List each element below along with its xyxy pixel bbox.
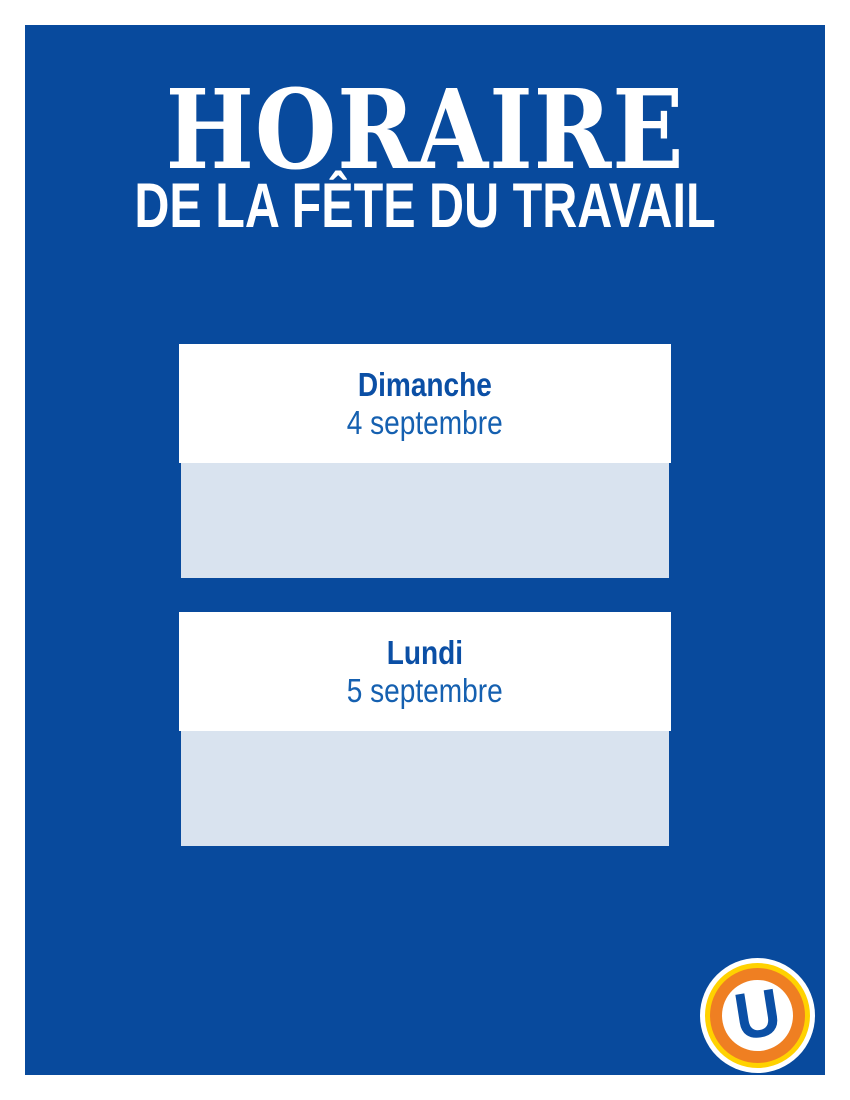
logo-yellow-ring <box>705 963 810 1068</box>
date-label: 5 septembre <box>347 671 503 709</box>
day-label: Dimanche <box>357 365 493 403</box>
day-label: Lundi <box>386 633 464 671</box>
schedule-card-sunday-header <box>179 344 671 463</box>
logo-letter-u: U <box>729 973 786 1054</box>
logo-center-circle <box>722 973 793 1054</box>
schedule-card-monday-header <box>179 612 671 731</box>
uniprix-logo <box>700 958 815 1073</box>
holiday-hours-poster <box>25 25 825 1075</box>
hours-panel-sunday <box>181 463 669 578</box>
schedule-card-sunday <box>179 344 671 578</box>
logo-orange-ring <box>710 968 805 1063</box>
schedule-card-monday <box>179 612 671 846</box>
date-label: 4 septembre <box>347 403 503 441</box>
title-block <box>25 65 825 241</box>
hours-panel-monday <box>181 731 669 846</box>
poster-title: HORAIRE <box>165 65 685 194</box>
poster-subtitle: DE LA FÊTE DU TRAVAIL <box>134 171 716 241</box>
